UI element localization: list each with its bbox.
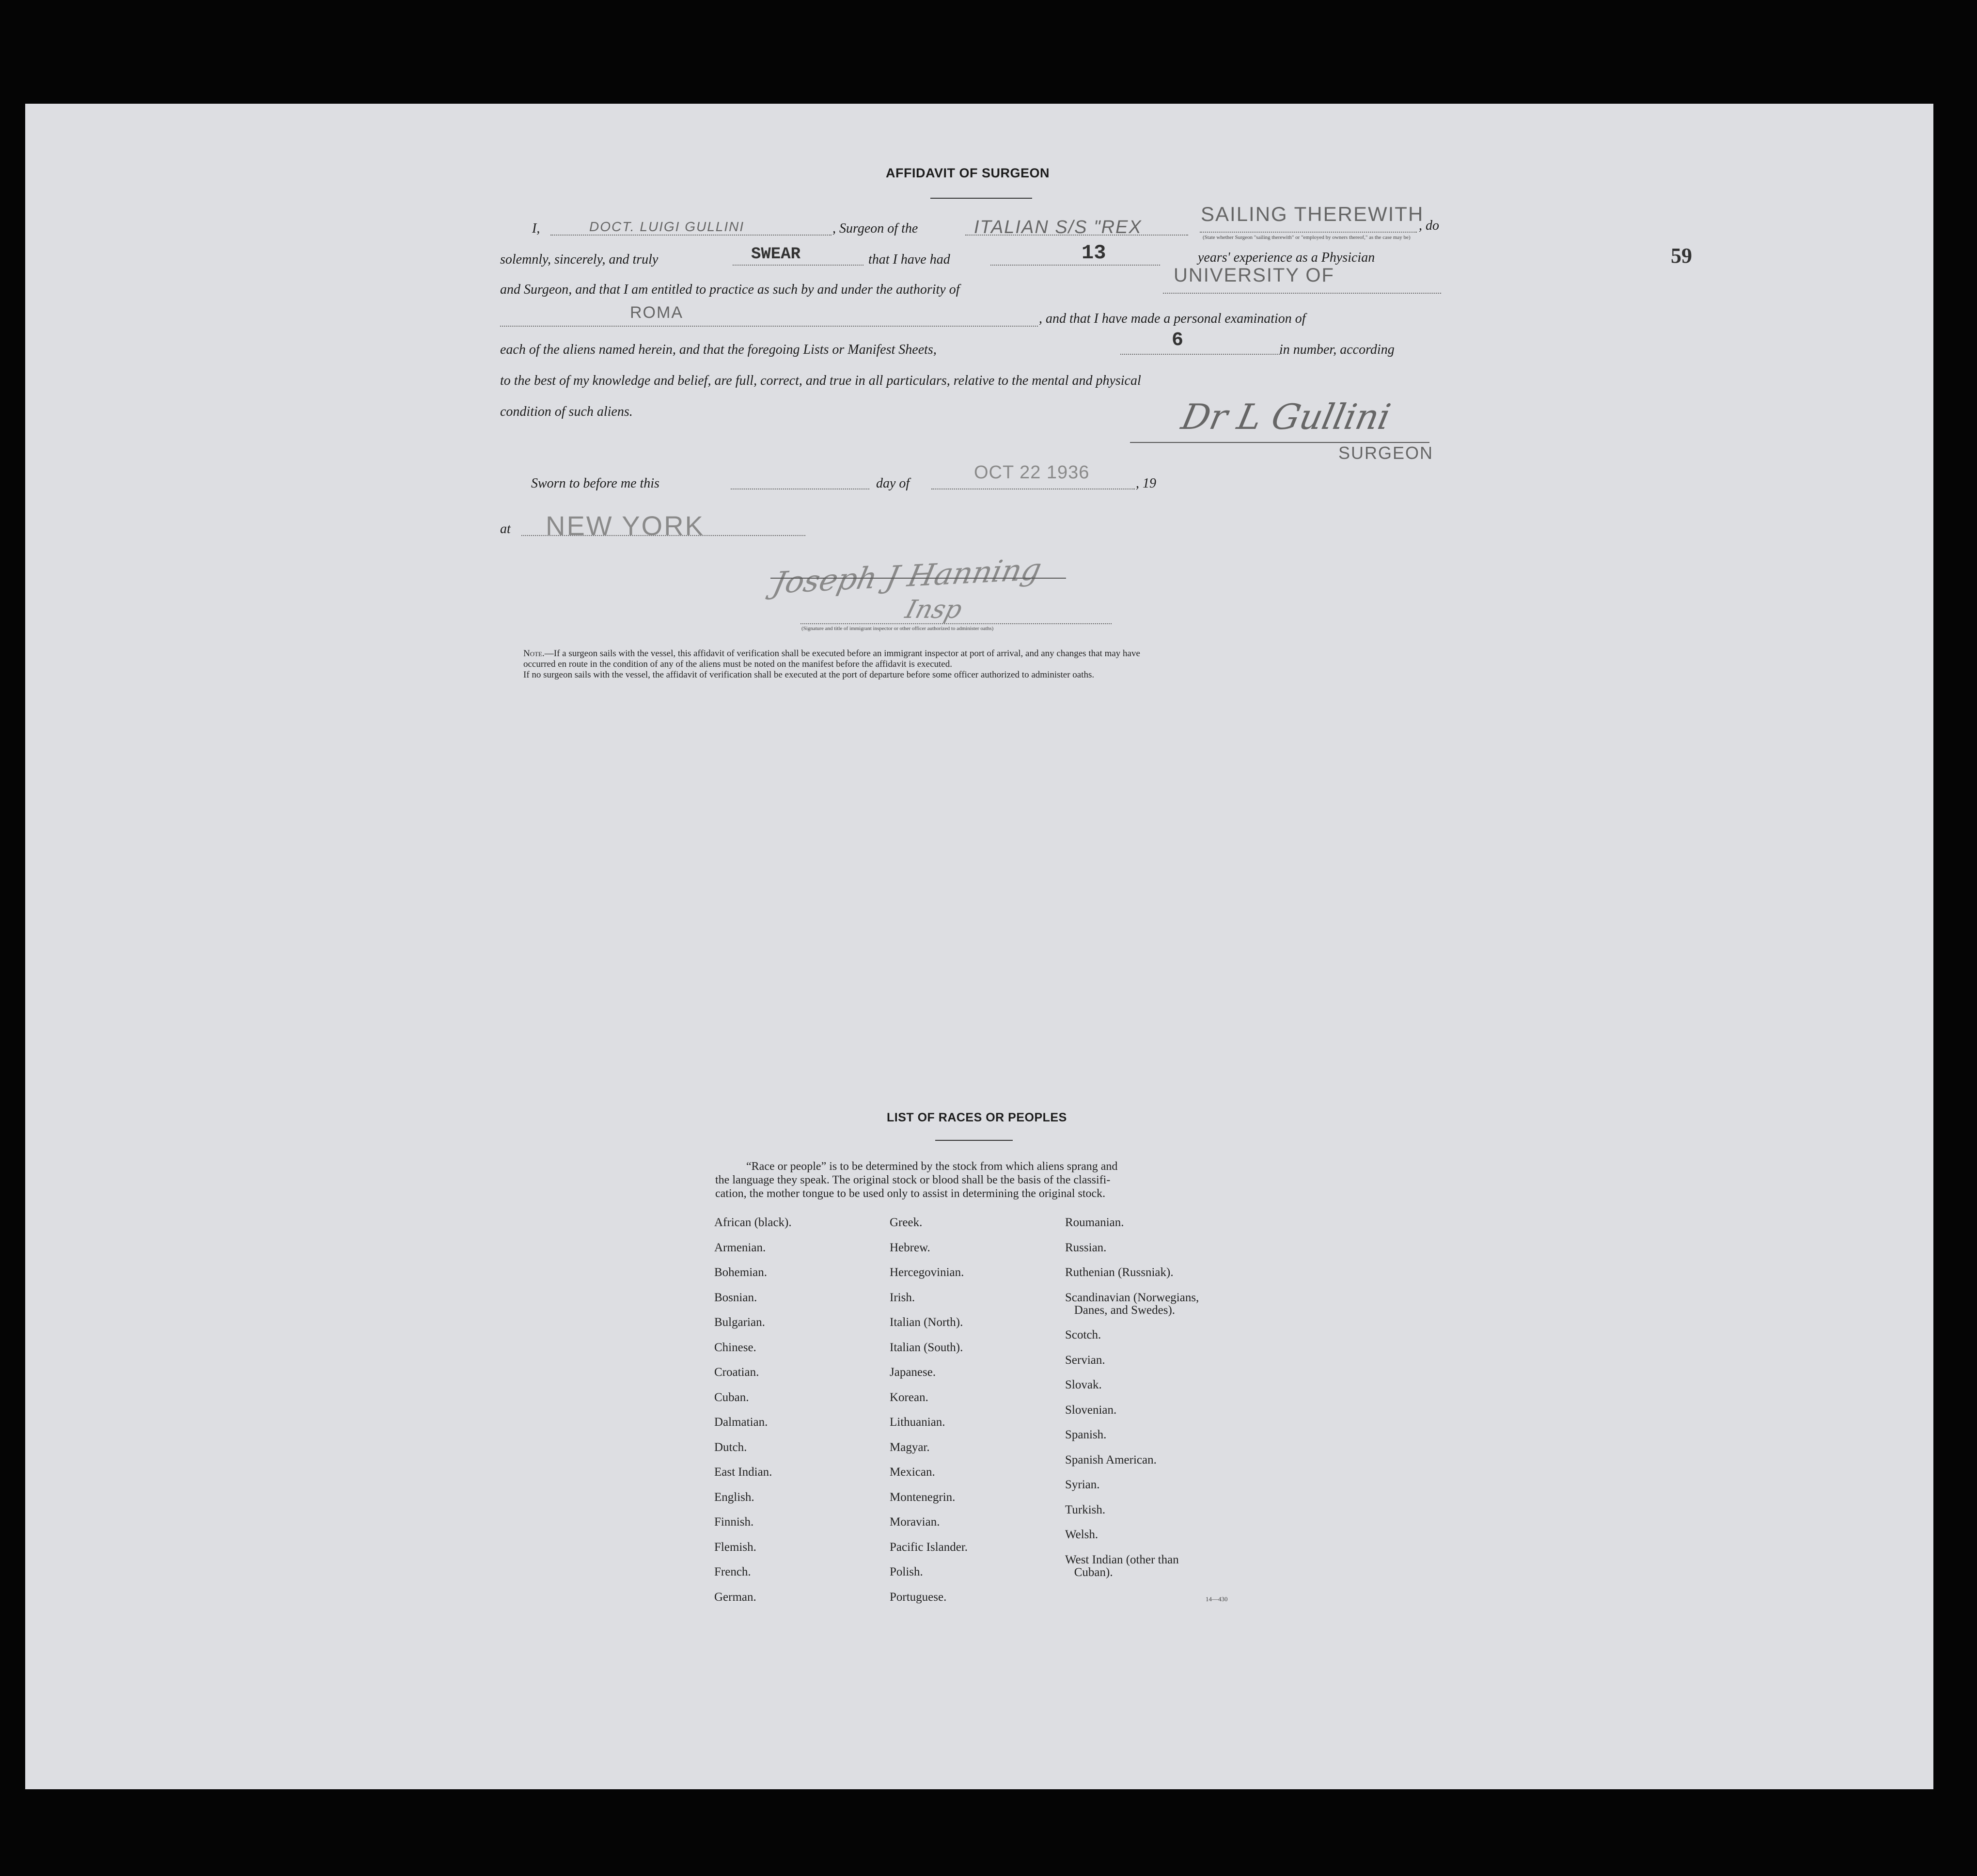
race-item: Slovak. — [1065, 1378, 1102, 1391]
affidavit-line5-suffix: in number, according — [1279, 342, 1395, 357]
sailing-note: (State whether Surgeon "sailing therewith" or "employed by owners thereof," as the case may be) — [1203, 235, 1411, 240]
inspector-title-line — [800, 623, 1112, 624]
sheets-value: 6 — [1172, 330, 1184, 351]
race-item: Dalmatian. — [714, 1416, 768, 1429]
sworn-at-label: at — [500, 521, 511, 536]
form-number: 14—430 — [1206, 1595, 1228, 1603]
affidavit-line2-mid: that I have had — [868, 252, 950, 267]
race-item: Polish. — [890, 1565, 923, 1578]
authority-cont: ROMA — [630, 303, 683, 322]
authority-value: UNIVERSITY OF — [1174, 265, 1334, 286]
race-item: Roumanian. — [1065, 1216, 1124, 1229]
race-item: Irish. — [890, 1291, 915, 1304]
race-item: Welsh. — [1065, 1528, 1098, 1541]
race-item: Italian (South). — [890, 1341, 963, 1354]
sworn-prefix: Sworn to before me this — [531, 476, 659, 491]
race-item: Italian (North). — [890, 1316, 963, 1329]
vessel-name: ITALIAN S/S "REX — [974, 217, 1142, 237]
race-item: Greek. — [890, 1216, 923, 1229]
race-item: English. — [714, 1491, 754, 1504]
affidavit-line3-prefix: and Surgeon, and that I am entitled to practice as such by and under the authority of — [500, 282, 960, 297]
race-item: Bosnian. — [714, 1291, 757, 1304]
note-line2: occurred en route in the condition of any of the aliens must be noted on the manifest before the affidavit is executed. — [523, 659, 952, 669]
race-item: Dutch. — [714, 1441, 747, 1454]
surgeon-name: DOCT. LUIGI GULLINI — [589, 219, 745, 234]
race-item: Spanish. — [1065, 1428, 1107, 1441]
affidavit-line1-suffix: , do — [1419, 218, 1439, 233]
race-item: East Indian. — [714, 1466, 772, 1479]
race-item: Hebrew. — [890, 1241, 930, 1254]
affidavit-line1-prefix: I, — [532, 221, 540, 236]
affidavit-title: AFFIDAVIT OF SURGEON — [886, 166, 1050, 180]
page-number: 59 — [1671, 244, 1692, 268]
race-item: Portuguese. — [890, 1591, 947, 1604]
race-item: Mexican. — [890, 1466, 935, 1479]
race-item: French. — [714, 1565, 751, 1578]
race-item: Finnish. — [714, 1515, 754, 1529]
race-item: Croatian. — [714, 1366, 759, 1379]
affidavit-line7: condition of such aliens. — [500, 404, 633, 419]
races-title-underline — [935, 1140, 1013, 1141]
years-value: 13 — [1082, 241, 1106, 265]
races-intro-1: “Race or people” is to be determined by the stock from which aliens sprang and — [746, 1160, 1118, 1173]
inspector-signature: Joseph J Hanning — [769, 551, 1045, 601]
title-underline — [930, 198, 1032, 199]
race-item: Magyar. — [890, 1441, 930, 1454]
years-field — [990, 265, 1160, 266]
oath-word: SWEAR — [751, 245, 801, 264]
affidavit-line5-prefix: each of the aliens named herein, and that the foregoing Lists or Manifest Sheets, — [500, 342, 937, 357]
note-text-1: —If a surgeon sails with the vessel, this affidavit of verification shall be executed before an immigrant inspector at port of arrival, and any changes that may have — [544, 648, 1140, 659]
document-sheet — [25, 104, 1933, 1789]
race-item: African (black). — [714, 1216, 792, 1229]
race-item: Armenian. — [714, 1241, 766, 1254]
inspector-signature-line — [770, 578, 1066, 579]
race-item: Chinese. — [714, 1341, 756, 1354]
race-item: West Indian (other than Cuban). — [1065, 1553, 1179, 1579]
inspector-title: Insp — [902, 595, 966, 624]
race-item: Hercegovinian. — [890, 1266, 964, 1279]
affidavit-line1-mid: , Surgeon of the — [832, 221, 918, 236]
note-line1 — [523, 648, 1140, 659]
races-intro-2: the language they speak. The original stock or blood shall be the basis of the classifi- — [715, 1174, 1111, 1186]
surgeon-signature: Dr L Gullini — [1178, 396, 1395, 437]
surgeon-name-field — [550, 235, 832, 236]
race-item: Scandinavian (Norwegians, Danes, and Swedes). — [1065, 1291, 1199, 1317]
race-item: Montenegrin. — [890, 1491, 956, 1504]
sailing-field — [1200, 232, 1417, 233]
signature-caption: (Signature and title of immigrant inspector or other officer authorized to administer oaths) — [801, 626, 994, 631]
race-item: Moravian. — [890, 1515, 940, 1529]
race-item: Flemish. — [714, 1541, 756, 1554]
race-item: Cuban. — [714, 1391, 749, 1404]
race-item: Korean. — [890, 1391, 928, 1404]
sailing-status: SAILING THEREWITH — [1201, 203, 1424, 225]
race-item: Lithuanian. — [890, 1416, 945, 1429]
race-item: Servian. — [1065, 1354, 1105, 1367]
sworn-year: , 19 — [1136, 476, 1156, 491]
authority-cont-field — [500, 326, 1038, 327]
race-item: Turkish. — [1065, 1503, 1106, 1516]
race-item: Spanish American. — [1065, 1453, 1157, 1466]
race-item: Scotch. — [1065, 1328, 1101, 1341]
place-stamp: NEW YORK — [546, 510, 705, 541]
races-title: LIST OF RACES OR PEOPLES — [887, 1111, 1067, 1124]
date-stamp: OCT 22 1936 — [974, 462, 1090, 483]
affidavit-line2-prefix: solemnly, sincerely, and truly — [500, 252, 659, 267]
race-item: Slovenian. — [1065, 1403, 1117, 1417]
race-item: German. — [714, 1591, 756, 1604]
race-item: Russian. — [1065, 1241, 1107, 1254]
affidavit-line4-suffix: , and that I have made a personal examination of — [1039, 311, 1306, 326]
surgeon-label: SURGEON — [1338, 443, 1434, 463]
affidavit-line6: to the best of my knowledge and belief, are full, correct, and true in all particulars, relative to the mental and physical — [500, 373, 1141, 388]
affidavit-line2-suffix: years' experience as a Physician — [1198, 250, 1375, 265]
authority-field — [1163, 293, 1441, 294]
race-item: Bulgarian. — [714, 1316, 765, 1329]
sworn-day-label: day of — [876, 476, 910, 491]
sheets-field — [1120, 354, 1280, 355]
oath-field — [733, 265, 863, 266]
race-item: Bohemian. — [714, 1266, 768, 1279]
race-item: Syrian. — [1065, 1478, 1100, 1491]
note-label: Note. — [523, 648, 545, 659]
race-item: Ruthenian (Russniak). — [1065, 1266, 1174, 1279]
races-intro-3: cation, the mother tongue to be used only to assist in determining the original stock. — [715, 1187, 1106, 1200]
race-item: Pacific Islander. — [890, 1541, 968, 1554]
race-item: Japanese. — [890, 1366, 936, 1379]
note-line3: If no surgeon sails with the vessel, the affidavit of verification shall be executed at the port of departure before some officer authorized to administer oaths. — [523, 670, 1095, 680]
